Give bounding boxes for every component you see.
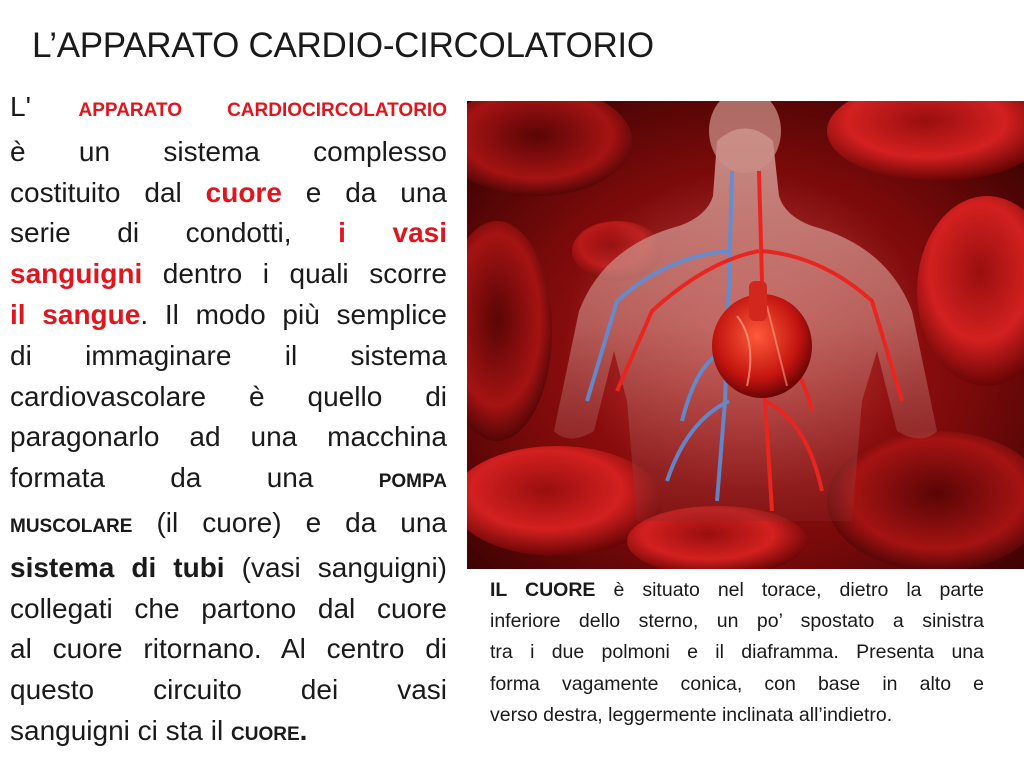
text-fragment: (il cuore) e da una bbox=[132, 506, 447, 538]
cardiovascular-illustration bbox=[467, 101, 1024, 569]
text-line bbox=[10, 254, 447, 295]
highlight-apparato: APPARATO CARDIOCIRCOLATORIO bbox=[78, 100, 447, 121]
caption-line: forma vagamente conica, con base in alto e bbox=[490, 672, 984, 695]
text-fragment: e da una bbox=[281, 176, 447, 208]
text-line bbox=[10, 87, 447, 132]
caption-line: verso destra, leggermente inclinata all’indietro. bbox=[490, 703, 893, 726]
text-fragment: serie di condotti, bbox=[10, 217, 339, 249]
text-fragment: formata da una bbox=[10, 462, 379, 494]
text-fragment: (vasi sanguigni) bbox=[224, 551, 448, 583]
text-line: di immaginare il sistema bbox=[10, 339, 447, 371]
highlight-sanguigni: sanguigni bbox=[10, 258, 143, 290]
text-line bbox=[10, 458, 447, 503]
text-fragment: L' bbox=[10, 91, 31, 122]
cardiovascular-image bbox=[467, 101, 1024, 569]
highlight-cuore-final: CUORE bbox=[231, 723, 300, 745]
text-fragment: . Il modo più semplice bbox=[140, 298, 447, 330]
text-fragment: dentro i quali scorre bbox=[142, 258, 447, 290]
text-line: collegati che partono dal cuore bbox=[10, 592, 447, 624]
text-line: cardiovascolare è quello di bbox=[10, 380, 447, 412]
highlight-vasi: i vasi bbox=[338, 217, 447, 249]
text-line bbox=[10, 173, 447, 214]
caption-heading: IL CUORE bbox=[490, 579, 596, 601]
text-line bbox=[10, 213, 447, 254]
text-line bbox=[10, 295, 447, 336]
highlight-muscolare: MUSCOLARE bbox=[10, 515, 133, 537]
caption-line: inferiore dello sterno, un po’ spostato a sinistra bbox=[490, 610, 984, 633]
text-line bbox=[10, 711, 447, 756]
text-fragment: costituito dal bbox=[10, 176, 206, 208]
caption-line: tra i due polmoni e il diaframma. Presenta una bbox=[490, 641, 984, 664]
page-title: L’APPARATO CARDIO-CIRCOLATORIO bbox=[32, 26, 654, 65]
caption-line bbox=[490, 575, 984, 606]
text-line: questo circuito dei vasi bbox=[10, 674, 447, 706]
text-fragment: sanguigni ci sta il bbox=[10, 714, 232, 746]
text-line: paragonarlo ad una macchina bbox=[10, 421, 447, 453]
text-line: al cuore ritornano. Al centro di bbox=[10, 633, 447, 665]
heart-caption bbox=[490, 575, 984, 731]
highlight-sistema-tubi: sistema di tubi bbox=[10, 551, 225, 583]
text-line: è un sistema complesso bbox=[10, 135, 447, 167]
text-fragment: è situato nel torace, dietro la parte bbox=[595, 579, 984, 601]
highlight-cuore: cuore bbox=[205, 176, 282, 208]
highlight-sangue: il sangue bbox=[10, 298, 141, 330]
text-line bbox=[10, 548, 447, 589]
highlight-pompa: POMPA bbox=[378, 471, 447, 493]
text-fragment: . bbox=[299, 714, 308, 746]
text-line bbox=[10, 503, 447, 548]
main-paragraph bbox=[10, 87, 447, 756]
